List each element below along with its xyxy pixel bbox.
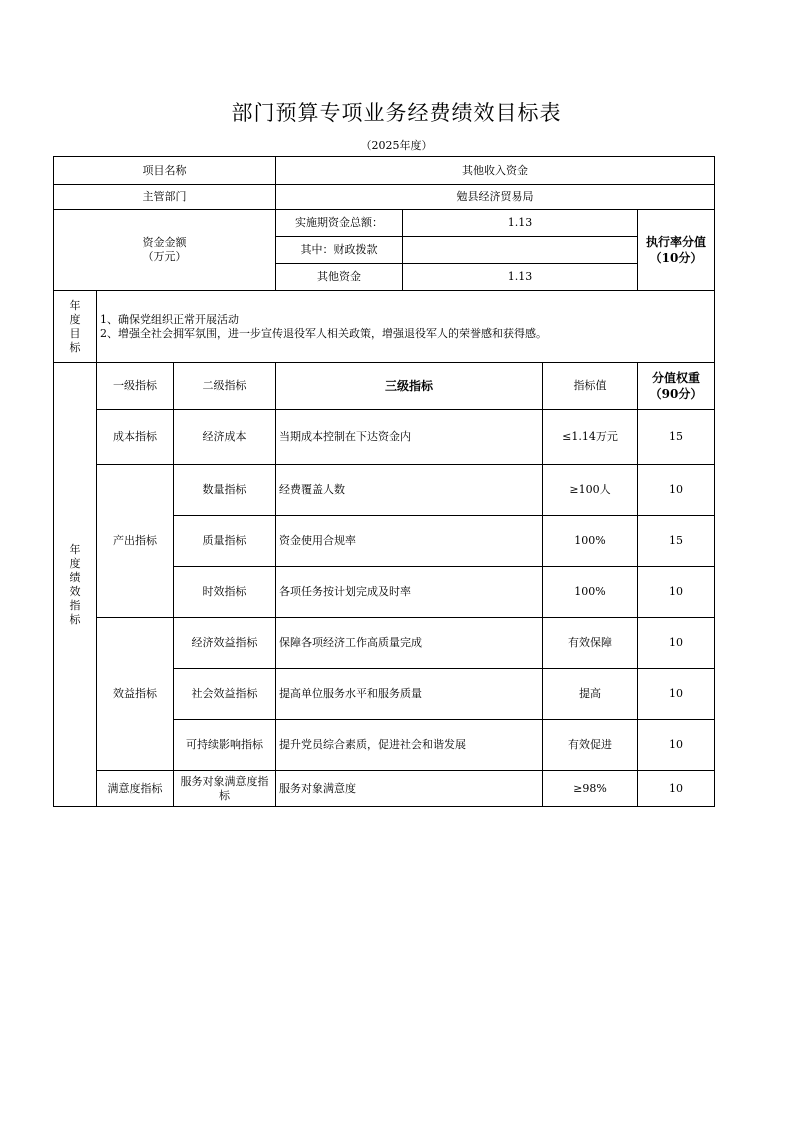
funds-fiscal-value	[403, 237, 638, 264]
execution-score-label	[638, 210, 715, 291]
indicators-section-label	[54, 363, 97, 807]
group-benefit: 效益指标	[97, 618, 174, 771]
header-weight-line1: 分值权重	[651, 371, 700, 385]
row-project-name	[54, 157, 715, 185]
indicator-weight: 10	[638, 669, 715, 720]
indicator-level2: 服务对象满意度指标	[174, 771, 276, 807]
group-satisfaction: 满意度指标	[97, 771, 174, 807]
indicator-value: 100%	[543, 567, 638, 618]
table-row	[54, 771, 715, 807]
indicator-weight: 10	[638, 771, 715, 807]
indicator-level2: 社会效益指标	[174, 669, 276, 720]
funds-other-label: 其他资金	[276, 264, 403, 291]
indicator-level3: 当期成本控制在下达资金内	[276, 410, 543, 465]
fiscal-year: （2025年度）	[360, 139, 433, 152]
annual-goal-line2: 2、增强全社会拥军氛围，进一步宣传退役军人相关政策，增强退役军人的荣誉感和获得感。	[100, 326, 547, 340]
table-row	[54, 410, 715, 465]
funds-fiscal-label: 其中：财政拨款	[276, 237, 403, 264]
indicator-level3: 提高单位服务水平和服务质量	[276, 669, 543, 720]
table-row	[54, 618, 715, 669]
indicators-section-text: 年度绩效指标	[69, 542, 81, 626]
indicator-level3: 资金使用合规率	[276, 516, 543, 567]
execution-score-line2: （10分）	[649, 251, 703, 265]
header-level1: 一级指标	[97, 363, 174, 410]
funds-total-value: 1.13	[403, 210, 638, 237]
indicator-weight: 10	[638, 465, 715, 516]
indicator-value: 有效保障	[543, 618, 638, 669]
table-row	[54, 465, 715, 516]
indicator-level2: 经济效益指标	[174, 618, 276, 669]
funds-label-line2: （万元）	[142, 250, 187, 263]
indicator-weight: 10	[638, 618, 715, 669]
funds-label	[54, 210, 276, 291]
indicator-level3: 服务对象满意度	[276, 771, 543, 807]
row-funds-total	[54, 210, 715, 237]
indicator-value: ≤1.14万元	[543, 410, 638, 465]
indicator-weight: 15	[638, 516, 715, 567]
project-name-value: 其他收入资金	[276, 157, 715, 185]
indicator-level3: 各项任务按计划完成及时率	[276, 567, 543, 618]
indicator-level3: 保障各项经济工作高质量完成	[276, 618, 543, 669]
group-output: 产出指标	[97, 465, 174, 618]
indicator-level2: 数量指标	[174, 465, 276, 516]
department-value: 勉县经济贸易局	[276, 185, 715, 210]
funds-total-label: 实施期资金总额：	[276, 210, 403, 237]
funds-label-line1: 资金金额	[142, 236, 187, 249]
row-department	[54, 185, 715, 210]
indicator-weight: 10	[638, 567, 715, 618]
indicator-level3: 提升党员综合素质，促进社会和谐发展	[276, 720, 543, 771]
indicator-weight: 15	[638, 410, 715, 465]
row-annual-goal	[54, 291, 715, 363]
funds-other-value: 1.13	[403, 264, 638, 291]
header-level3: 三级指标	[276, 363, 543, 410]
indicator-level2: 可持续影响指标	[174, 720, 276, 771]
row-indicator-header	[54, 363, 715, 410]
indicator-value: 有效促进	[543, 720, 638, 771]
indicator-value: ≥100人	[543, 465, 638, 516]
indicator-weight: 10	[638, 720, 715, 771]
annual-goal-line1: 1、确保党组织正常开展活动	[100, 312, 239, 326]
execution-score-line1: 执行率分值	[645, 235, 706, 249]
indicator-value: 提高	[543, 669, 638, 720]
header-level2: 二级指标	[174, 363, 276, 410]
indicator-value: ≥98%	[543, 771, 638, 807]
annual-goal-label-text: 年度目标	[69, 298, 81, 354]
indicator-level2: 经济成本	[174, 410, 276, 465]
indicator-level3: 经费覆盖人数	[276, 465, 543, 516]
header-value: 指标值	[543, 363, 638, 410]
annual-goal-label	[54, 291, 97, 363]
header-weight-line2: （90分）	[649, 387, 703, 401]
group-cost: 成本指标	[97, 410, 174, 465]
header-weight	[638, 363, 715, 410]
page-title: 部门预算专项业务经费绩效目标表	[231, 101, 562, 125]
indicator-value: 100%	[543, 516, 638, 567]
indicator-level2: 时效指标	[174, 567, 276, 618]
annual-goal-content	[97, 291, 715, 363]
project-name-label: 项目名称	[54, 157, 276, 185]
department-label: 主管部门	[54, 185, 276, 210]
performance-goal-table	[53, 156, 715, 807]
indicator-level2: 质量指标	[174, 516, 276, 567]
